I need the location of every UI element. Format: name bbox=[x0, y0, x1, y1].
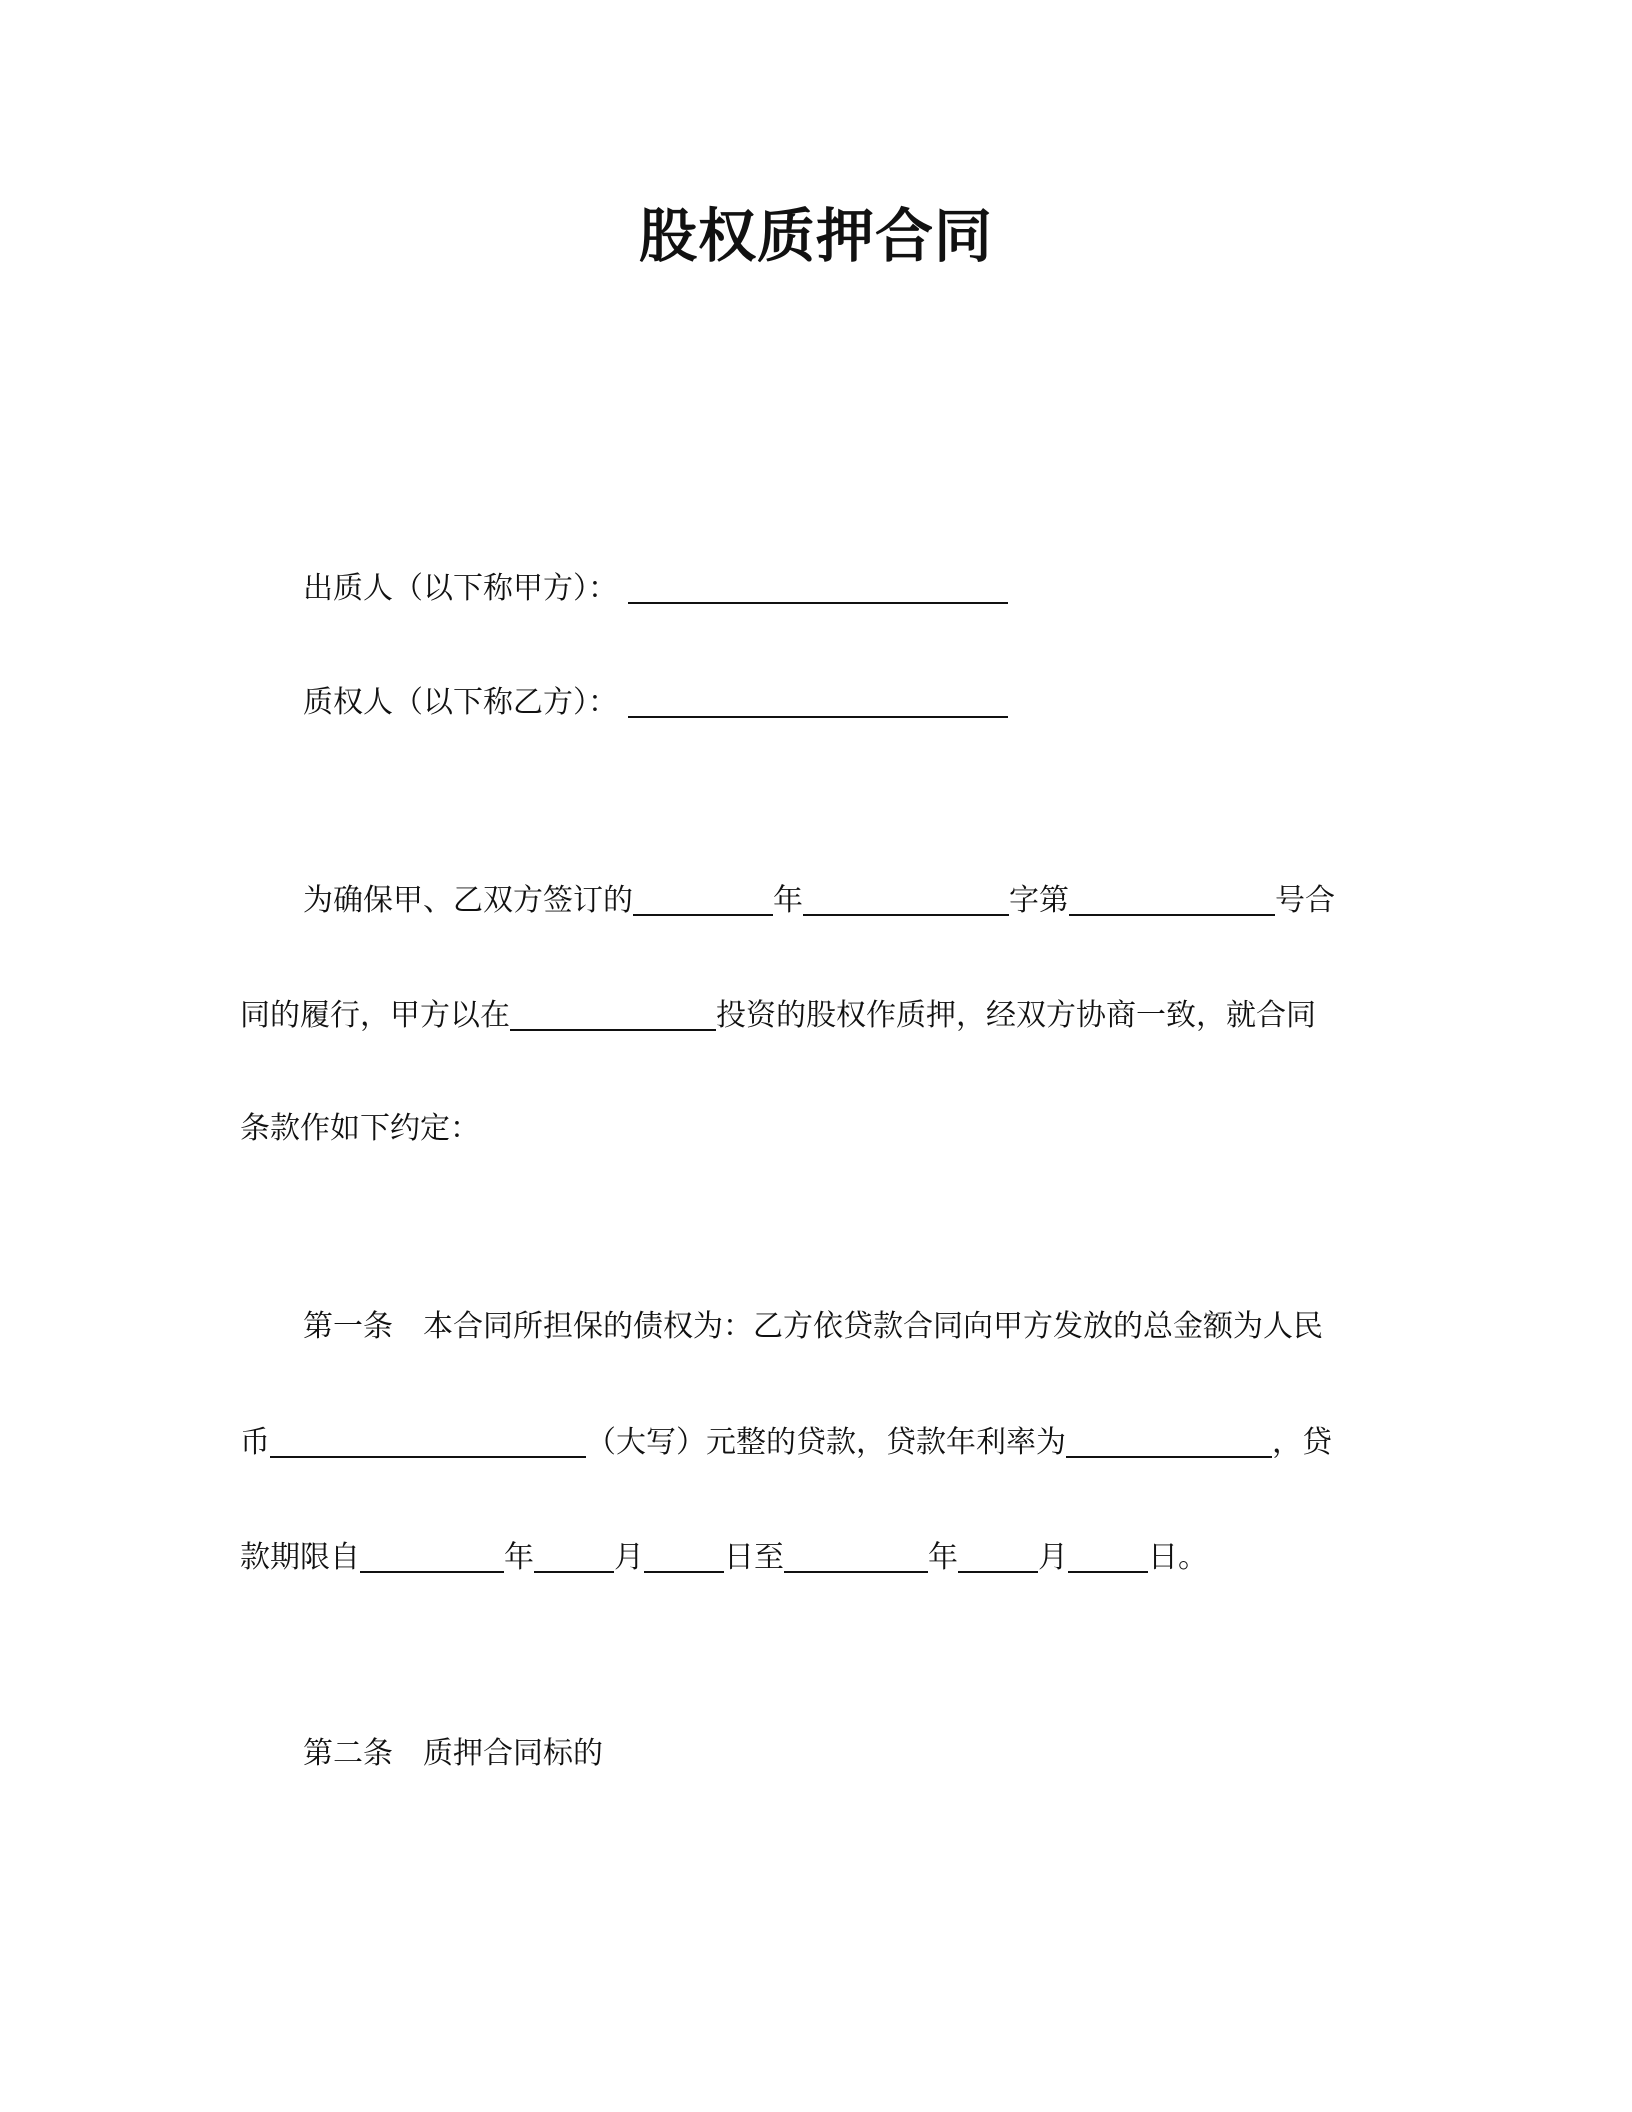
article-1-text: 月 bbox=[1038, 1540, 1068, 1575]
end-day-blank[interactable] bbox=[1068, 1535, 1148, 1573]
article-1-text: 日。 bbox=[1148, 1540, 1208, 1575]
article-1-text: 本合同所担保的债权为：乙方依贷款合同向甲方发放的总金额为人民 bbox=[423, 1309, 1323, 1344]
preamble-line-1 bbox=[303, 878, 1335, 923]
article-1-text: 年 bbox=[504, 1540, 534, 1575]
preamble-text: 为确保甲、乙双方签订的 bbox=[303, 883, 633, 918]
pledgor-blank[interactable] bbox=[628, 566, 1008, 604]
article-1-line-2 bbox=[240, 1420, 1332, 1465]
preamble-line-3 bbox=[240, 1107, 480, 1151]
preamble-text: 年 bbox=[773, 883, 803, 918]
article-1-text: 月 bbox=[614, 1540, 644, 1575]
article-2-line bbox=[303, 1732, 603, 1776]
pledgor-label: 出质人（以下称甲方）： bbox=[303, 571, 618, 606]
pledgor-line bbox=[303, 566, 1008, 611]
start-year-blank[interactable] bbox=[360, 1535, 504, 1573]
article-1-text: （大写）元整的贷款，贷款年利率为 bbox=[586, 1425, 1066, 1460]
end-month-blank[interactable] bbox=[958, 1535, 1038, 1573]
preamble-text: 投资的股权作质押，经双方协商一致，就合同 bbox=[716, 998, 1316, 1033]
article-1-text: 币 bbox=[240, 1425, 270, 1460]
pledgee-blank[interactable] bbox=[628, 680, 1008, 718]
preamble-text: 条款作如下约定： bbox=[240, 1111, 480, 1146]
article-1-text: 年 bbox=[928, 1540, 958, 1575]
loan-amount-blank[interactable] bbox=[270, 1420, 586, 1458]
investee-blank[interactable] bbox=[510, 993, 716, 1031]
contract-number-blank[interactable] bbox=[1069, 878, 1275, 916]
pledgee-label: 质权人（以下称乙方）： bbox=[303, 685, 618, 720]
document-title: 股权质押合同 bbox=[638, 202, 993, 270]
article-1-text: ，贷 bbox=[1272, 1425, 1332, 1460]
interest-rate-blank[interactable] bbox=[1066, 1420, 1272, 1458]
start-day-blank[interactable] bbox=[644, 1535, 724, 1573]
article-2-text: 质押合同标的 bbox=[423, 1736, 603, 1771]
article-2-heading: 第二条 bbox=[303, 1736, 393, 1771]
article-1-line-3 bbox=[240, 1535, 1208, 1580]
pledgee-line bbox=[303, 680, 1008, 725]
preamble-text: 号合 bbox=[1275, 883, 1335, 918]
contract-year-blank[interactable] bbox=[633, 878, 773, 916]
article-1-line-1 bbox=[303, 1305, 1323, 1349]
start-month-blank[interactable] bbox=[534, 1535, 614, 1573]
end-year-blank[interactable] bbox=[784, 1535, 928, 1573]
preamble-text: 同的履行，甲方以在 bbox=[240, 998, 510, 1033]
contract-prefix-blank[interactable] bbox=[803, 878, 1009, 916]
preamble-text: 字第 bbox=[1009, 883, 1069, 918]
preamble-line-2 bbox=[240, 993, 1316, 1038]
article-1-text: 款期限自 bbox=[240, 1540, 360, 1575]
article-1-text: 日至 bbox=[724, 1540, 784, 1575]
article-1-heading: 第一条 bbox=[303, 1309, 393, 1344]
